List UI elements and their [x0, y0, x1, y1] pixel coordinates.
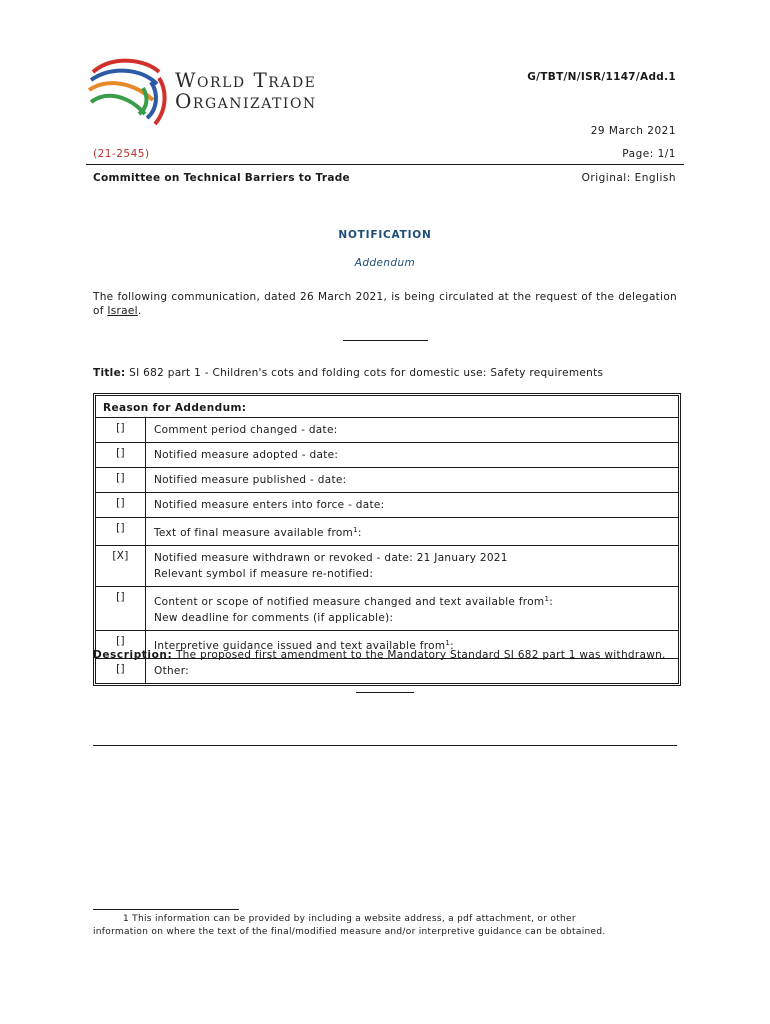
section-separator: [343, 340, 428, 341]
reason-line-1-text: Notified measure withdrawn or revoked - date: 21 January 2021: [154, 552, 508, 564]
header-divider: [86, 164, 684, 165]
reason-text: [146, 493, 678, 517]
reason-line-1: [154, 550, 678, 566]
addendum-heading: Addendum: [354, 257, 416, 269]
page-number: Page: 1/1: [622, 148, 676, 160]
footnote-ref: 1: [353, 526, 358, 534]
footnote-divider: [93, 909, 239, 910]
reason-row: [96, 418, 678, 443]
footnote: [93, 913, 677, 939]
footnote-ref: 1: [445, 639, 451, 647]
reason-line-1: [154, 522, 678, 541]
reason-line-1: [154, 663, 678, 679]
reason-table: [93, 393, 681, 686]
body-footer-divider: [93, 745, 677, 746]
wto-wordmark: [175, 70, 317, 112]
notification-heading: NOTIFICATION: [338, 229, 432, 241]
reason-checkbox: []: [96, 493, 146, 517]
reason-checkbox: []: [96, 443, 146, 467]
title-label: Title:: [93, 367, 126, 379]
reason-text: [146, 587, 678, 630]
reason-line-2: New deadline for comments (if applicable):: [154, 612, 394, 624]
reason-colon: :: [549, 596, 554, 608]
original-language: Original: English: [581, 172, 676, 184]
reason-line-1: [154, 591, 678, 610]
reason-line-1-text: Comment period changed - date:: [154, 424, 338, 436]
document-symbol: G/TBT/N/ISR/1147/Add.1: [527, 71, 676, 83]
reason-row: [96, 546, 678, 587]
reason-line-1: [154, 447, 678, 463]
reason-line-2: Relevant symbol if measure re-notified:: [154, 568, 374, 580]
reason-text: [146, 418, 678, 442]
end-separator: [356, 692, 414, 693]
reason-checkbox: []: [96, 418, 146, 442]
reason-text: [146, 443, 678, 467]
footnote-ref: 1: [544, 595, 550, 603]
org-name-line1: World Trade: [175, 68, 317, 92]
measure-title: [93, 367, 603, 379]
footnote-line-1: 1 This information can be provided by including a website address, a pdf attachment, or other: [123, 914, 576, 924]
description-text: The proposed first amendment to the Mandatory Standard SI 682 part 1 was withdrawn.: [172, 649, 666, 661]
reason-checkbox: []: [96, 468, 146, 492]
country-link[interactable]: Israel: [107, 304, 138, 317]
reason-text: [146, 546, 678, 586]
reason-line-1-text: Other:: [154, 665, 189, 677]
reason-text: [146, 468, 678, 492]
reason-table-heading: Reason for Addendum:: [96, 396, 678, 418]
reason-row: [96, 587, 678, 631]
reason-row: [96, 493, 678, 518]
intro-paragraph: [93, 291, 677, 318]
reason-line-1: [154, 422, 678, 438]
wto-emblem-icon: [85, 58, 167, 130]
reason-text: [146, 518, 678, 545]
intro-text: The following communication, dated 26 March 2021, is being circulated at the request of the delegation of: [93, 291, 677, 317]
description-paragraph: [93, 649, 677, 663]
reason-row: [96, 659, 678, 683]
reason-checkbox: []: [96, 587, 146, 630]
reason-checkbox: []: [96, 631, 146, 658]
reason-line-1-text: Notified measure enters into force - date:: [154, 499, 385, 511]
committee-name: Committee on Technical Barriers to Trade: [93, 172, 350, 184]
reason-row: [96, 468, 678, 493]
reason-text: [146, 659, 678, 683]
reason-checkbox: [X]: [96, 546, 146, 586]
reason-colon: :: [357, 527, 362, 539]
reason-line-1-text: Text of final measure available from: [154, 527, 354, 539]
wto-logo: [85, 58, 335, 130]
reason-line-1: [154, 472, 678, 488]
reason-line-1-text: Notified measure adopted - date:: [154, 449, 339, 461]
reason-checkbox: []: [96, 518, 146, 545]
reason-line-1-text: Interpretive guidance issued and text available from: [154, 640, 446, 652]
document-reference: (21-2545): [93, 148, 150, 160]
reason-row: [96, 518, 678, 546]
description-label: Description:: [93, 649, 173, 661]
reason-checkbox: []: [96, 659, 146, 683]
reason-row: [96, 443, 678, 468]
footnote-line-2: information on where the text of the final/modified measure and/or interpretive guidance can be obtained.: [93, 927, 606, 937]
reason-colon: :: [450, 640, 454, 652]
reason-line-1: [154, 497, 678, 513]
reason-line-1-text: Notified measure published - date:: [154, 474, 347, 486]
reason-line-1-text: Content or scope of notified measure changed and text available from: [154, 596, 545, 608]
title-text: SI 682 part 1 - Children's cots and folding cots for domestic use: Safety requirements: [125, 367, 604, 379]
document-date: 29 March 2021: [590, 125, 676, 137]
org-name-line2: Organization: [175, 89, 317, 113]
intro-end: .: [137, 304, 142, 317]
